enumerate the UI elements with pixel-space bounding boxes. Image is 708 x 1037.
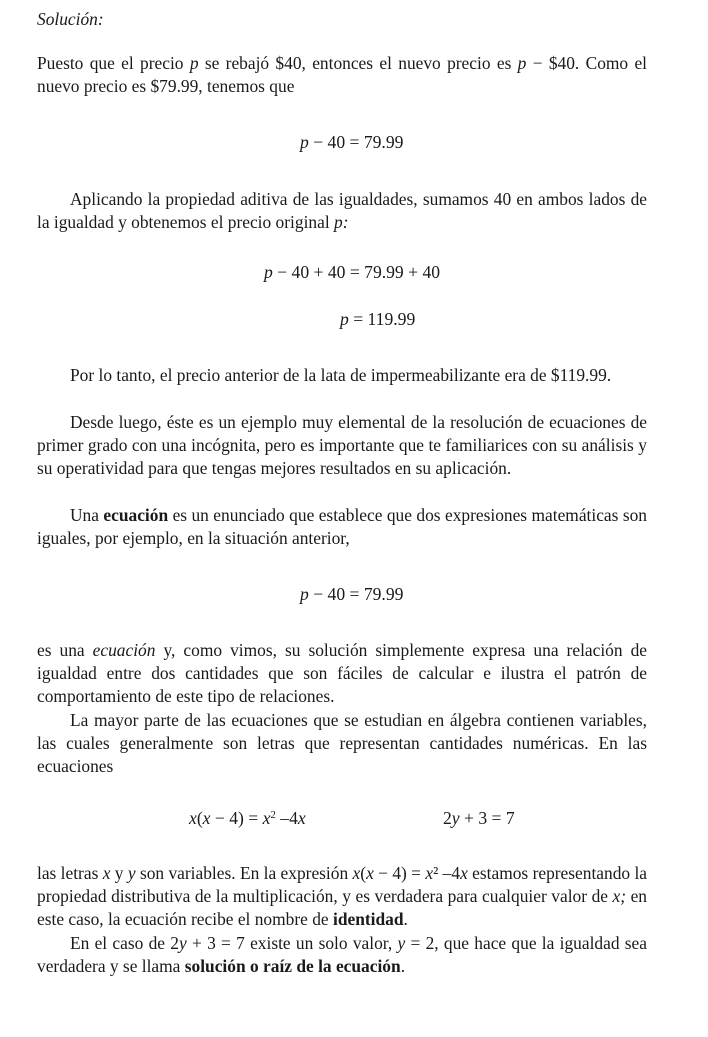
equation-linear (443, 807, 515, 830)
italic-term: y (127, 863, 136, 883)
bold-term: identidad (332, 909, 404, 930)
equation-text: − 4) = (210, 808, 263, 828)
equation-variable: p (300, 584, 309, 604)
equation-variable: x (202, 808, 211, 828)
equation-variable: y (451, 808, 460, 828)
equation-p-result (340, 308, 415, 331)
equation-variable: p (340, 309, 349, 329)
text-segment: Desde luego, éste es un ejemplo muy elemental de la resolución de ecuaciones de primer grado con una incógnita, pero es importante que te familiarices con su análisis y su operatividad para que tengas mejores resultados en su aplicación. (37, 412, 647, 479)
text-segment: . (403, 909, 408, 930)
italic-term: y (397, 933, 406, 953)
equation-expression: + 3 = 7 (459, 808, 515, 828)
text-segment: en este caso, la ecuación recibe el nombre de (37, 886, 648, 930)
equation-coefficient: 2 (443, 808, 452, 828)
text-segment: son variables. En la expresión (135, 863, 353, 883)
paragraph-equation-definition (37, 504, 647, 550)
text-segment: Puesto que el precio (37, 53, 190, 73)
italic-term: p (189, 53, 199, 73)
solution-heading: Solución: (37, 9, 104, 29)
text-segment: + 3 = 7 existe un solo valor, (186, 933, 398, 953)
italic-term: x (102, 863, 111, 883)
paragraph-intro (37, 52, 647, 98)
paragraph-elemental-example (37, 411, 647, 481)
text-segment: 2 (170, 933, 179, 953)
text-segment: las letras (37, 863, 103, 883)
italic-term: x (352, 863, 361, 883)
text-segment: . (400, 956, 406, 977)
equation-p-minus-40-repeat (300, 583, 403, 606)
italic-term: p: (334, 212, 349, 233)
paragraph-identity (37, 862, 647, 932)
text-segment: es una (37, 640, 93, 660)
equation-variable: x (262, 808, 271, 828)
text-segment: se rebajó $40, entonces el nuevo precio es (198, 53, 518, 73)
italic-term: x; (612, 886, 627, 907)
text-segment: ² (433, 863, 439, 883)
text-segment: ( (360, 863, 367, 883)
equation-identity (189, 807, 306, 830)
italic-term: x (460, 863, 468, 883)
equation-variable: x (189, 808, 197, 828)
text-segment: − $40. Como el nuevo precio es $79.99, tenemos que (37, 53, 647, 97)
bold-term: ecuación (103, 505, 169, 525)
equation-expression: − 40 = 79.99 (308, 132, 404, 152)
text-segment: = 2, que hace que la igualdad sea verdadera y se llama (37, 933, 647, 977)
equation-add-40 (264, 261, 440, 284)
text-segment: Una (70, 505, 104, 525)
equation-text: ( (196, 808, 203, 828)
text-segment: Aplicando la propiedad aditiva de las igualdades, sumamos 40 en ambos lados de la igualdad y obtenemos el precio original (37, 189, 647, 233)
equation-expression: = 119.99 (348, 309, 416, 329)
italic-term: p (517, 53, 527, 73)
paragraph-solution-root (37, 932, 647, 978)
equation-p-minus-40 (300, 131, 403, 154)
text-segment: y (110, 863, 128, 883)
equation-variable: p (264, 262, 273, 282)
paragraph-equation-explanation (37, 639, 647, 709)
italic-term: x (366, 863, 374, 883)
italic-term: ecuación (92, 640, 156, 660)
italic-term: x (425, 863, 434, 883)
text-segment: Por lo tanto, el precio anterior de la lata de impermeabilizante era de $119.99. (70, 365, 612, 385)
equation-expression: − 40 = 79.99 (308, 584, 404, 604)
text-segment: –4 (438, 863, 461, 883)
equation-variable: p (300, 132, 309, 152)
text-segment: La mayor parte de las ecuaciones que se estudian en álgebra contienen variables, las cuales generalmente son letras que representan cantidades numéricas. En las ecuaciones (37, 710, 647, 777)
bold-term: solución o raíz de la ecuación (184, 956, 401, 977)
equation-exponent: 2 (270, 809, 276, 821)
equation-text: –4 (275, 808, 298, 828)
paragraph-conclusion (37, 364, 647, 387)
equation-expression: − 40 + 40 = 79.99 + 40 (272, 262, 441, 282)
text-segment: estamos representando la propiedad distributiva de la multiplicación, y es verdadera para cualquier valor de (37, 863, 648, 907)
text-segment: En el caso de (70, 933, 171, 953)
paragraph-additive-property (37, 188, 647, 234)
text-segment: es un enunciado que establece que dos expresiones matemáticas son iguales, por ejemplo, en la situación anterior, (37, 505, 647, 549)
text-segment: y, como vimos, su solución simplemente expresa una relación de igualdad entre dos cantidades que son fáciles de calcular e ilustra el patrón de comportamiento de este tipo de relaciones. (37, 640, 648, 707)
paragraph-variables (37, 709, 647, 779)
equation-variable: x (297, 808, 306, 828)
italic-term: y (178, 933, 187, 953)
text-segment: − 4) = (373, 863, 426, 883)
